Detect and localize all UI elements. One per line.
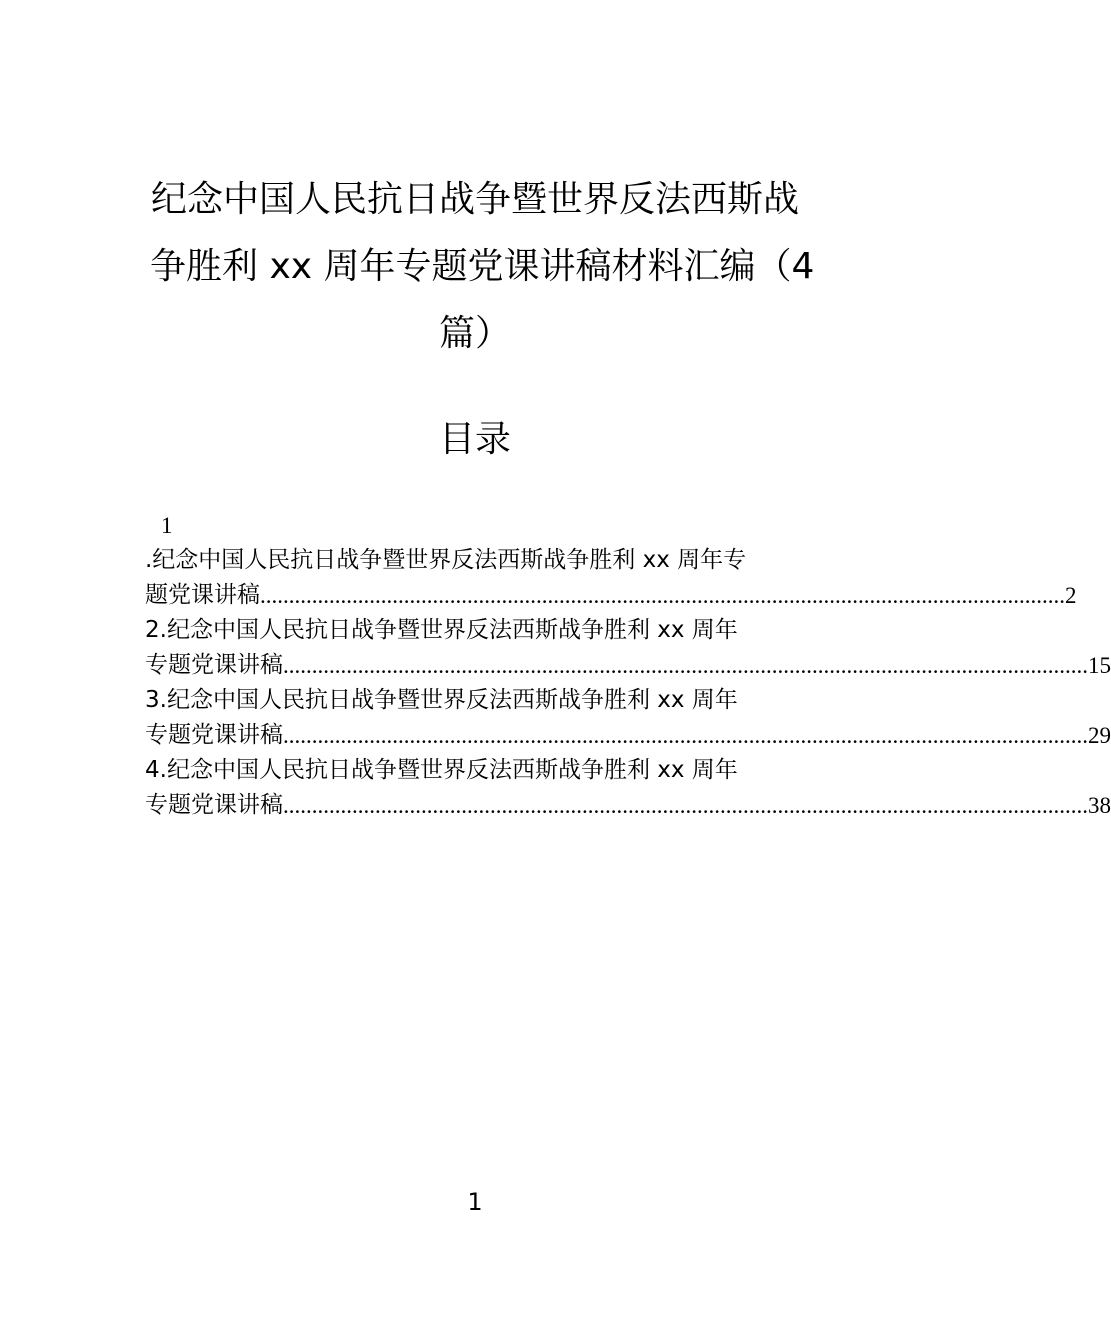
toc-entry-3[interactable] [145, 683, 1111, 753]
page-number: 1 [467, 1188, 483, 1216]
toc-entry-number: 1 [161, 513, 173, 538]
toc-entry-1[interactable] [145, 508, 1077, 613]
toc-entry-page: 38 [1088, 793, 1111, 818]
toc-entry-leader-line [145, 788, 1111, 823]
toc-entry-page: 2 [1065, 583, 1077, 608]
toc-entry-page: 29 [1088, 723, 1111, 748]
title-line-1: 纪念中国人民抗日战争暨世界反法西斯战 [150, 179, 799, 220]
toc-entry-title-tail: 专题党课讲稿 [145, 792, 283, 818]
toc-entry-title-line: .纪念中国人民抗日战争暨世界反法西斯战争胜利 xx 周年专 [145, 547, 747, 573]
toc-entry-title-line: 2.纪念中国人民抗日战争暨世界反法西斯战争胜利 xx 周年 [145, 617, 738, 643]
toc-entry-leader-line [145, 648, 1111, 683]
toc-entry-title-line: 4.纪念中国人民抗日战争暨世界反法西斯战争胜利 xx 周年 [145, 757, 738, 783]
toc-entry-title-line: 3.纪念中国人民抗日战争暨世界反法西斯战争胜利 xx 周年 [145, 687, 738, 713]
document-title [150, 166, 815, 367]
dot-leader: ............................................................................................................................................ [283, 723, 1088, 748]
dot-leader: ............................................................................................................................................ [283, 653, 1088, 678]
title-line-3: 篇） [438, 313, 511, 354]
dot-leader: ............................................................................................................................................ [260, 583, 1065, 608]
table-of-contents [145, 508, 1111, 823]
toc-entry-leader-line [145, 578, 1077, 613]
dot-leader: ............................................................................................................................................ [283, 793, 1088, 818]
toc-entry-title-tail: 题党课讲稿 [145, 582, 260, 608]
toc-entry-title-tail: 专题党课讲稿 [145, 722, 283, 748]
toc-entry-4[interactable] [145, 753, 1111, 823]
toc-entry-2[interactable] [145, 613, 1111, 683]
toc-heading: 目录 [438, 419, 511, 460]
toc-entry-title-tail: 专题党课讲稿 [145, 652, 283, 678]
toc-entry-page: 15 [1088, 653, 1111, 678]
toc-entry-leader-line [145, 718, 1111, 753]
title-line-2: 争胜利 xx 周年专题党课讲稿材料汇编（4 [150, 246, 815, 287]
